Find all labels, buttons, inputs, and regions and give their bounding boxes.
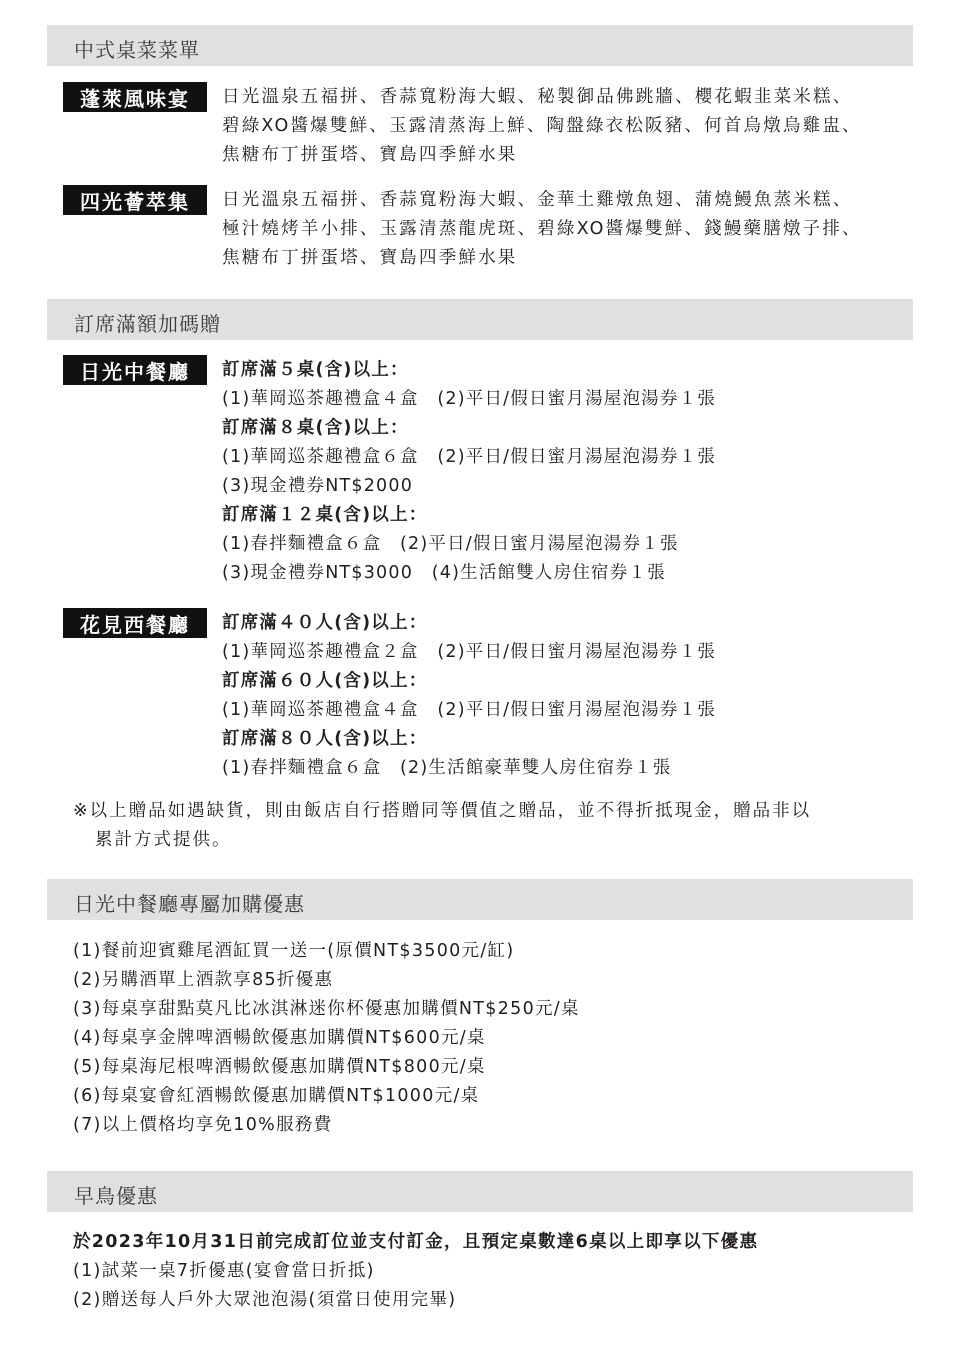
restaurant-tag-chinese: 日光中餐廳 bbox=[63, 355, 207, 385]
early-bird-item: (2)贈送每人戶外大眾池泡湯(須當日使用完畢) bbox=[73, 1290, 457, 1310]
gift-tier: 訂席滿５桌(含)以上： bbox=[222, 360, 409, 380]
section-title: 早鳥優惠 bbox=[74, 1184, 158, 1208]
gift-item: (1)春拌麵禮盒６盒 (2)平日/假日蜜月湯屋泡湯券１張 bbox=[222, 534, 679, 554]
early-bird-headline: 於2023年10月31日前完成訂位並支付訂金，且預定桌數達6桌以上即享以下優惠 bbox=[73, 1232, 759, 1252]
gift-list-western bbox=[222, 609, 912, 783]
addon-item: (5)每桌海尼根啤酒暢飲優惠加購價NT$800元/桌 bbox=[73, 1057, 486, 1077]
early-bird-list bbox=[73, 1228, 913, 1315]
menu-tag-siguang: 四光薈萃集 bbox=[63, 185, 207, 215]
menu-line: 碧綠XO醬爆雙鮮、玉露清蒸海上鮮、陶盤綠衣松阪豬、何首烏燉烏雞盅、 bbox=[222, 116, 862, 136]
addon-item: (4)每桌享金牌啤酒暢飲優惠加購價NT$600元/桌 bbox=[73, 1028, 486, 1048]
addon-item: (7)以上價格均享免10%服務費 bbox=[73, 1115, 333, 1135]
menu-dishes-siguang bbox=[222, 186, 912, 273]
gift-tier: 訂席滿１２桌(含)以上： bbox=[222, 505, 428, 525]
early-bird-item: (1)試菜一桌7折優惠(宴會當日折抵) bbox=[73, 1261, 375, 1281]
addon-item: (6)每桌宴會紅酒暢飲優惠加購價NT$1000元/桌 bbox=[73, 1086, 480, 1106]
section-header-addon bbox=[47, 879, 913, 920]
section-title: 訂席滿額加碼贈 bbox=[74, 312, 221, 336]
gift-tier: 訂席滿４０人(含)以上： bbox=[222, 613, 428, 633]
gift-item: (1)春拌麵禮盒６盒 (2)生活館豪華雙人房住宿券１張 bbox=[222, 758, 672, 778]
menu-tag-penglai: 蓬萊風味宴 bbox=[63, 82, 207, 112]
section-header-early-bird bbox=[47, 1171, 913, 1212]
menu-line: 焦糖布丁拼蛋塔、寶島四季鮮水果 bbox=[222, 248, 518, 268]
section-header-booking-gifts bbox=[47, 299, 913, 340]
menu-line: 焦糖布丁拼蛋塔、寶島四季鮮水果 bbox=[222, 145, 518, 165]
gift-item: (3)現金禮券NT$3000 (4)生活館雙人房住宿券１張 bbox=[222, 563, 666, 583]
section-title: 中式桌菜菜單 bbox=[74, 38, 200, 62]
addon-list bbox=[73, 937, 913, 1140]
section-title: 日光中餐廳專屬加購優惠 bbox=[74, 892, 305, 916]
menu-line: 日光溫泉五福拼、香蒜寬粉海大蝦、金華土雞燉魚翅、蒲燒鰻魚蒸米糕、 bbox=[222, 190, 853, 210]
section-header-chinese-menu bbox=[47, 25, 913, 66]
note-line: ※以上贈品如遇缺貨，則由飯店自行搭贈同等價值之贈品，並不得折抵現金，贈品非以 bbox=[73, 801, 812, 821]
gift-item: (1)華岡巡茶趣禮盒４盒 (2)平日/假日蜜月湯屋泡湯券１張 bbox=[222, 389, 716, 409]
gift-item: (3)現金禮券NT$2000 bbox=[222, 476, 414, 496]
menu-dishes-penglai bbox=[222, 83, 912, 170]
gift-list-chinese bbox=[222, 356, 912, 588]
menu-line: 極汁燒烤羊小排、玉露清蒸龍虎斑、碧綠XO醬爆雙鮮、錢鰻藥膳燉子排、 bbox=[222, 219, 862, 239]
gift-tier: 訂席滿８桌(含)以上： bbox=[222, 418, 409, 438]
restaurant-tag-western: 花見西餐廳 bbox=[63, 608, 207, 638]
gift-note bbox=[73, 797, 913, 855]
addon-item: (1)餐前迎賓雞尾酒缸買一送一(原價NT$3500元/缸) bbox=[73, 941, 515, 961]
gift-item: (1)華岡巡茶趣禮盒４盒 (2)平日/假日蜜月湯屋泡湯券１張 bbox=[222, 700, 716, 720]
addon-item: (2)另購酒單上酒款享85折優惠 bbox=[73, 970, 334, 990]
note-line: 累計方式提供。 bbox=[95, 830, 232, 850]
gift-tier: 訂席滿８０人(含)以上： bbox=[222, 729, 428, 749]
addon-item: (3)每桌享甜點莫凡比冰淇淋迷你杯優惠加購價NT$250元/桌 bbox=[73, 999, 580, 1019]
gift-item: (1)華岡巡茶趣禮盒２盒 (2)平日/假日蜜月湯屋泡湯券１張 bbox=[222, 642, 716, 662]
menu-line: 日光溫泉五福拼、香蒜寬粉海大蝦、秘製御品佛跳牆、櫻花蝦韭菜米糕、 bbox=[222, 87, 853, 107]
gift-tier: 訂席滿６０人(含)以上： bbox=[222, 671, 428, 691]
gift-item: (1)華岡巡茶趣禮盒６盒 (2)平日/假日蜜月湯屋泡湯券１張 bbox=[222, 447, 716, 467]
